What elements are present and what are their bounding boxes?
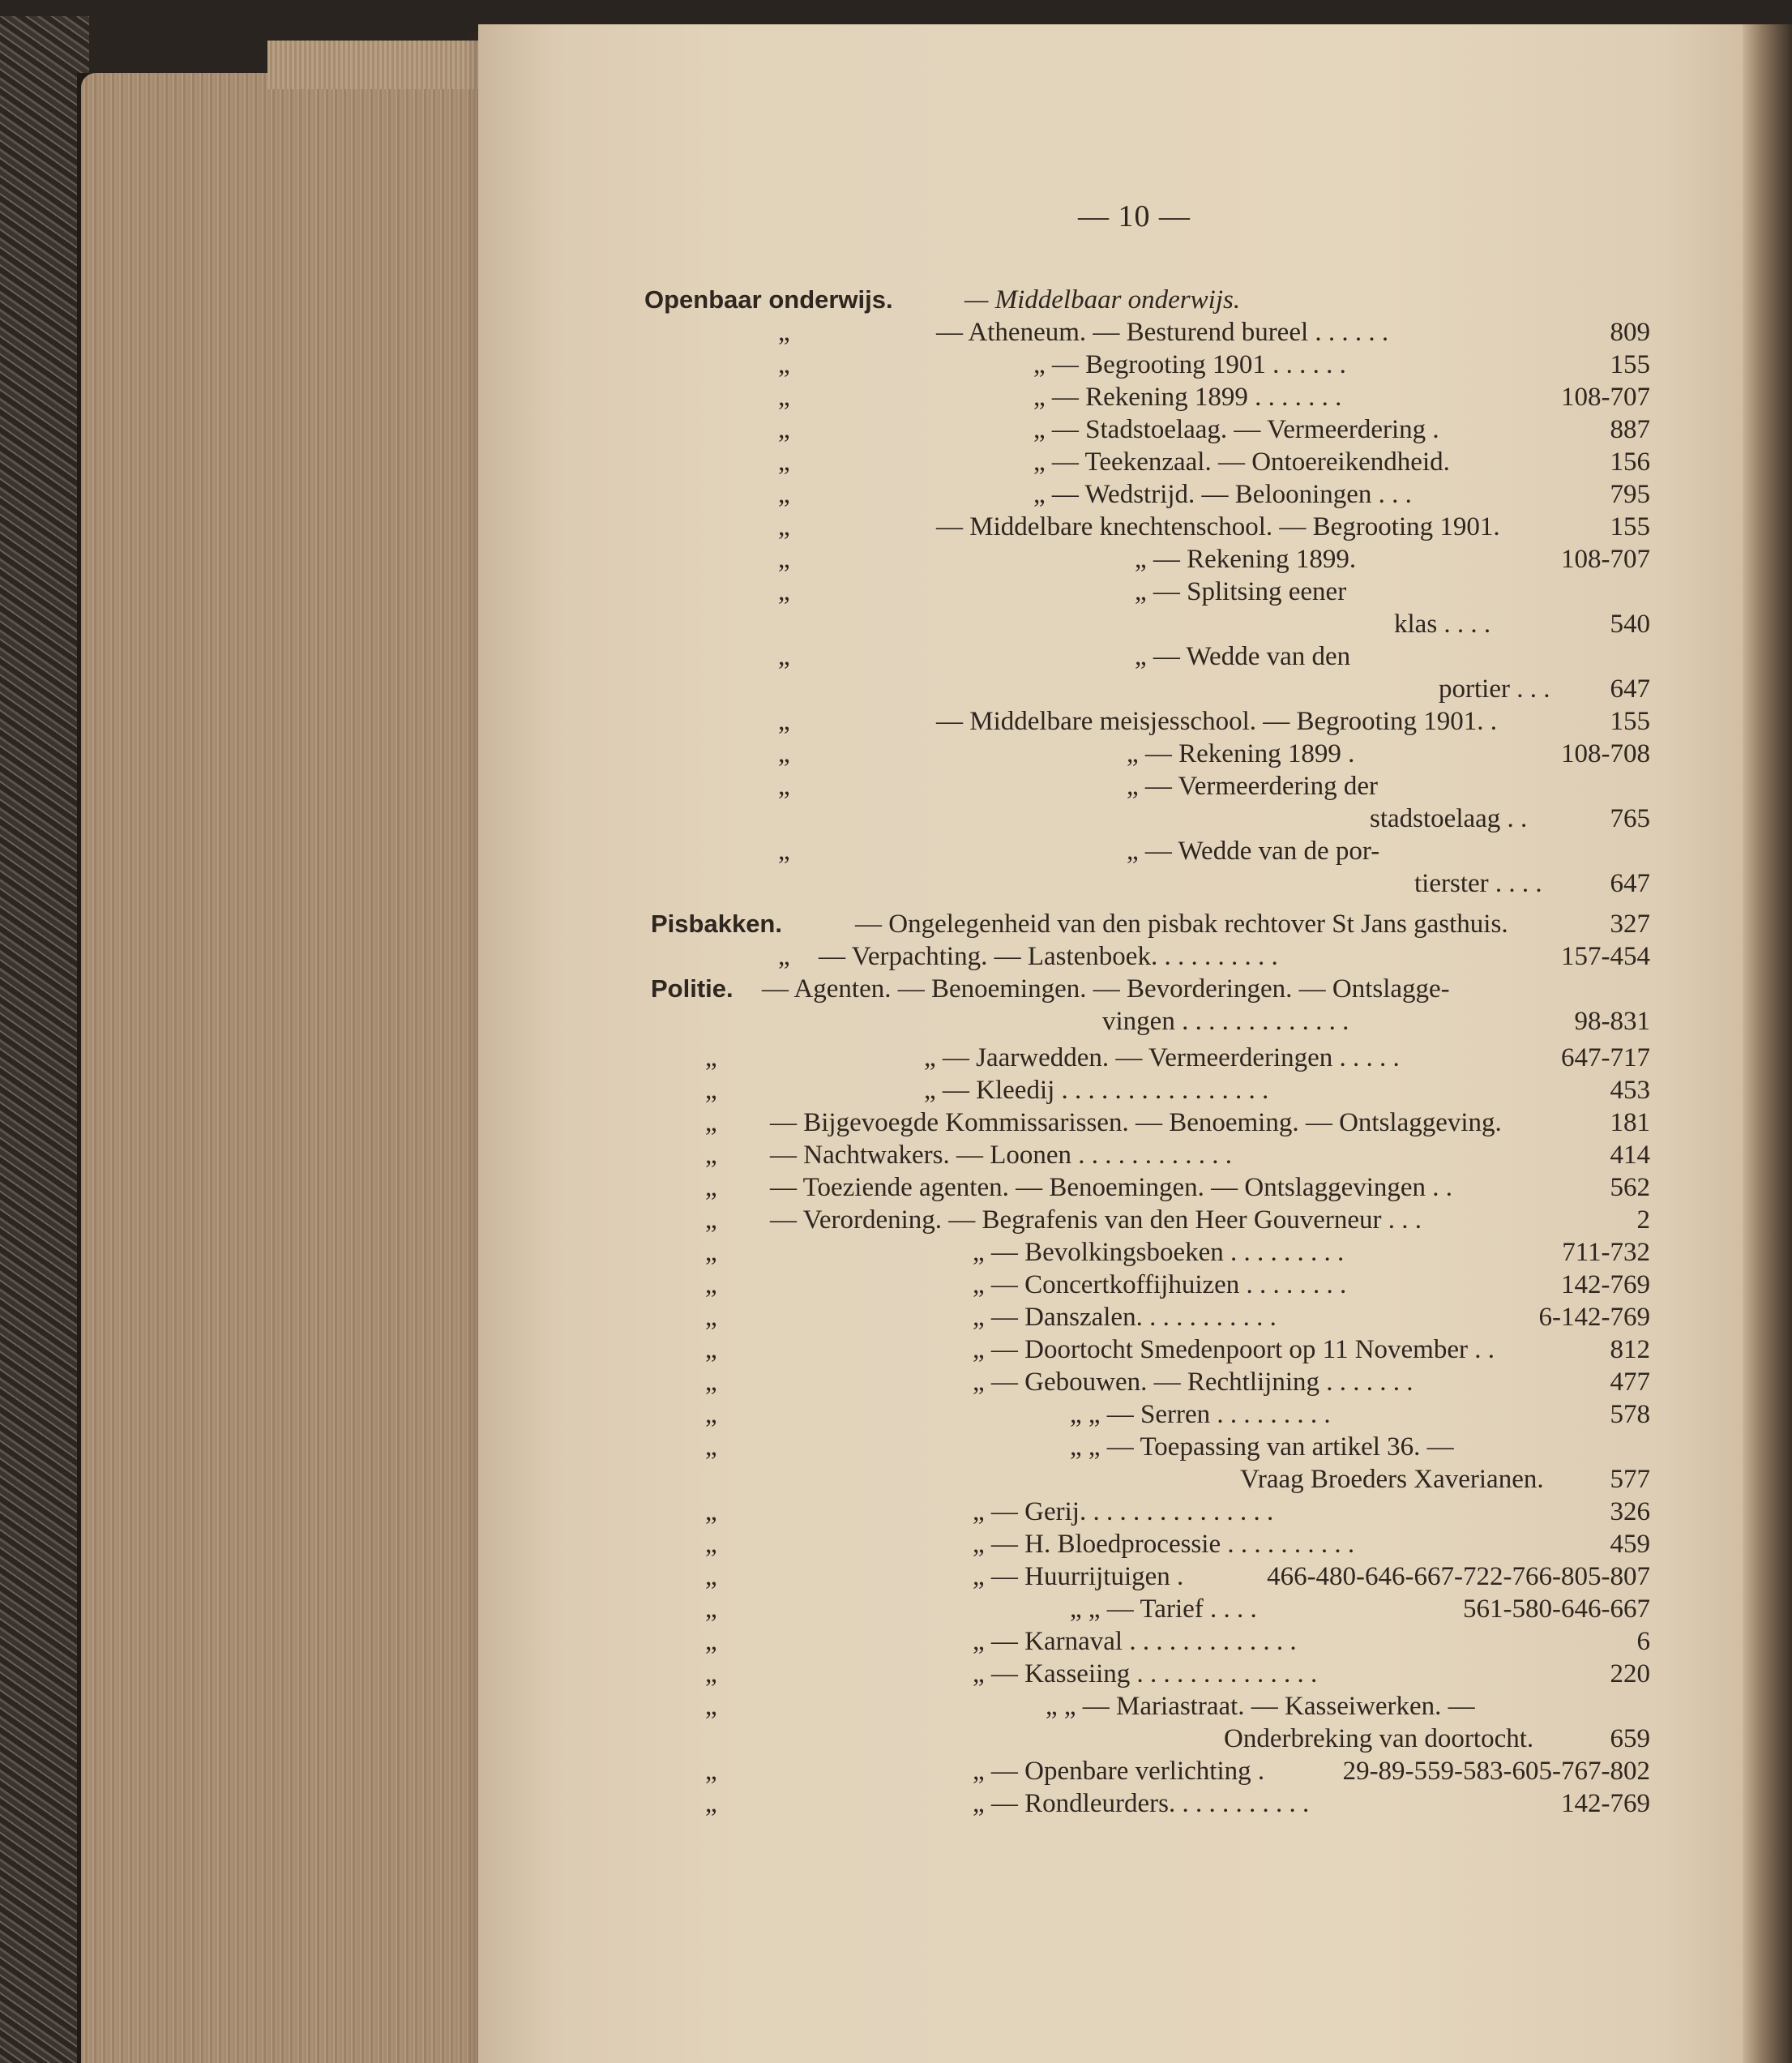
index-entry-text: „ — Wedstrijd. — Belooningen . . . xyxy=(1033,480,1412,509)
index-entry-text: — Toeziende agenten. — Benoemingen. — Ontslaggevingen . . xyxy=(770,1173,1453,1202)
index-entry-text: „ — Kasseiing . . . . . . . . . . . . . . xyxy=(973,1659,1318,1688)
index-entry-text: „ „ — Mariastraat. — Kasseiwerken. — xyxy=(1046,1692,1475,1721)
index-entry-text: „ — Rekening 1899 . xyxy=(1127,739,1355,768)
index-entry-text: „ — Karnaval . . . . . . . . . . . . . xyxy=(973,1627,1297,1656)
index-entry-text: „ — Bevolkingsboeken . . . . . . . . . xyxy=(973,1238,1345,1267)
index-entry-text: — Ongelegenheid van den pisbak rechtover St Jans gasthuis. xyxy=(855,910,1508,939)
page-reference: 142-769 xyxy=(1561,1789,1650,1818)
ditto-mark: „ xyxy=(778,480,790,509)
page-reference: 659 xyxy=(1610,1724,1650,1753)
index-entry-text: „ — Gerij. . . . . . . . . . . . . . . xyxy=(973,1497,1274,1526)
page-reference: 6 xyxy=(1636,1627,1650,1656)
index-entry-text: „ — Kleedij . . . . . . . . . . . . . . . . xyxy=(924,1076,1269,1105)
index-entry-text: „ — Rekening 1899. xyxy=(1135,545,1357,574)
index-entry-text: „ — Jaarwedden. — Vermeerderingen . . . . . xyxy=(924,1043,1400,1072)
page-reference: 540 xyxy=(1610,610,1650,639)
page-reference: 142-769 xyxy=(1561,1270,1650,1299)
ditto-mark: „ xyxy=(705,1367,717,1397)
ditto-mark: „ xyxy=(778,415,790,444)
index-entry-text: Vraag Broeders Xaverianen. xyxy=(1240,1465,1544,1494)
ditto-mark: „ xyxy=(705,1173,717,1202)
index-entry-text: vingen . . . . . . . . . . . . . xyxy=(1102,1007,1349,1036)
index-entry-text: klas . . . . xyxy=(1394,610,1491,639)
ditto-mark: „ xyxy=(778,772,790,801)
index-entry-text: — Agenten. — Benoemingen. — Bevorderingen. — Ontslagge- xyxy=(762,974,1450,1004)
ditto-mark: „ xyxy=(705,1562,717,1591)
page-reference: 809 xyxy=(1610,318,1650,347)
page-reference: 812 xyxy=(1610,1335,1650,1364)
ditto-mark: „ xyxy=(705,1270,717,1299)
ditto-mark: „ xyxy=(705,1659,717,1688)
index-entry-text: — Verordening. — Begrafenis van den Heer Gouverneur . . . xyxy=(770,1205,1422,1235)
ditto-mark: „ xyxy=(778,739,790,768)
index-entry-text: „ — Huurrijtuigen . xyxy=(973,1562,1184,1591)
page-reference: 220 xyxy=(1610,1659,1650,1688)
page-reference: 181 xyxy=(1610,1108,1650,1137)
index-entry-text: — Middelbare knechtenschool. — Begrooting 1901. xyxy=(936,512,1500,541)
ditto-mark: „ xyxy=(778,512,790,541)
ditto-mark: „ xyxy=(705,1789,717,1818)
index-entry-text: — Bijgevoegde Kommissarissen. — Benoeming. — Ontslaggeving. xyxy=(770,1108,1502,1137)
index-entry-text: „ — Gebouwen. — Rechtlijning . . . . . . . xyxy=(973,1367,1413,1397)
page-reference: 459 xyxy=(1610,1530,1650,1559)
page-reference: 477 xyxy=(1610,1367,1650,1397)
ditto-mark: „ xyxy=(778,447,790,477)
page-reference: 795 xyxy=(1610,480,1650,509)
page-reference: 647 xyxy=(1610,674,1650,704)
page-reference: 108-707 xyxy=(1561,383,1650,412)
book-cover xyxy=(0,16,89,2063)
page-reference: 156 xyxy=(1610,447,1650,477)
index-entry-text: „ — Openbare verlichting . xyxy=(973,1757,1265,1786)
ditto-mark: „ xyxy=(705,1303,717,1332)
index-entry-text: „ — Doortocht Smedenpoort op 11 November . . xyxy=(973,1335,1495,1364)
page-reference: 647-717 xyxy=(1561,1043,1650,1072)
page-reference: 453 xyxy=(1610,1076,1650,1105)
page-reference: 155 xyxy=(1610,707,1650,736)
ditto-mark: „ xyxy=(705,1530,717,1559)
index-heading: Politie. xyxy=(651,974,733,1003)
index-heading: Openbaar onderwijs. xyxy=(644,285,893,314)
page-reference: 765 xyxy=(1610,804,1650,833)
index-entry-text: „ — Vermeerdering der xyxy=(1127,772,1379,801)
index-entry-text: „ — Rondleurders. . . . . . . . . . . xyxy=(973,1789,1310,1818)
page-gutter xyxy=(1743,24,1792,2063)
page-reference: 155 xyxy=(1610,512,1650,541)
index-entry-text: „ „ — Toepassing van artikel 36. — xyxy=(1070,1432,1454,1462)
ditto-mark: „ xyxy=(778,707,790,736)
page-stack xyxy=(81,73,503,2063)
index-entry-text: — Middelbaar onderwijs. xyxy=(964,285,1241,315)
ditto-mark: „ xyxy=(705,1497,717,1526)
ditto-mark: „ xyxy=(778,577,790,606)
index-entry-text: „ — Teekenzaal. — Ontoereikendheid. xyxy=(1033,447,1450,477)
page-reference: 647 xyxy=(1610,869,1650,898)
ditto-mark: „ xyxy=(705,1238,717,1267)
ditto-mark: „ xyxy=(705,1141,717,1170)
index-entry-text: „ — Rekening 1899 . . . . . . . xyxy=(1033,383,1342,412)
page-reference: 578 xyxy=(1610,1400,1650,1429)
index-entry-text: Onderbreking van doortocht. xyxy=(1224,1724,1534,1753)
page-reference: 98-831 xyxy=(1574,1007,1650,1036)
ditto-mark: „ xyxy=(778,350,790,379)
ditto-mark: „ xyxy=(705,1043,717,1072)
ditto-mark: „ xyxy=(705,1108,717,1137)
page-reference: 562 xyxy=(1610,1173,1650,1202)
page-number: — 10 — xyxy=(1078,199,1191,233)
ditto-mark: „ xyxy=(705,1205,717,1235)
index-entry-text: „ „ — Tarief . . . . xyxy=(1070,1594,1257,1624)
page-reference: 561-580-646-667 xyxy=(1463,1594,1650,1624)
ditto-mark: „ xyxy=(778,545,790,574)
index-entry-text: stadstoelaag . . xyxy=(1370,804,1528,833)
index-entry-text: „ — Stadstoelaag. — Vermeerdering . xyxy=(1033,415,1439,444)
index-entry-text: „ — Wedde van den xyxy=(1135,642,1351,671)
ditto-mark: „ xyxy=(705,1757,717,1786)
ditto-mark: „ xyxy=(778,318,790,347)
index-entry-text: „ — Wedde van de por- xyxy=(1127,837,1380,866)
page-reference: 887 xyxy=(1610,415,1650,444)
ditto-mark: „ xyxy=(778,642,790,671)
ditto-mark: „ xyxy=(778,383,790,412)
index-entry-text: „ — Splitsing eener xyxy=(1135,577,1347,606)
ditto-mark: „ xyxy=(705,1692,717,1721)
ditto-mark: „ xyxy=(705,1076,717,1105)
index-entry-text: tierster . . . . xyxy=(1414,869,1542,898)
page-reference: 466-480-646-667-722-766-805-807 xyxy=(1267,1562,1650,1591)
ditto-mark: „ xyxy=(778,942,790,971)
page-reference: 155 xyxy=(1610,350,1650,379)
index-entry-text: — Verpachting. — Lastenboek. . . . . . . . . . xyxy=(819,942,1278,971)
index-entry-text: — Nachtwakers. — Loonen . . . . . . . . . . . . xyxy=(770,1141,1233,1170)
ditto-mark: „ xyxy=(705,1335,717,1364)
ditto-mark: „ xyxy=(705,1432,717,1462)
page-reference: 108-708 xyxy=(1561,739,1650,768)
page-reference: 108-707 xyxy=(1561,545,1650,574)
page-reference: 711-732 xyxy=(1562,1238,1650,1267)
index-entry-text: „ — H. Bloedprocessie . . . . . . . . . . xyxy=(973,1530,1355,1559)
index-entry-text: „ „ — Serren . . . . . . . . . xyxy=(1070,1400,1331,1429)
index-heading: Pisbakken. xyxy=(651,910,782,938)
ditto-mark: „ xyxy=(705,1627,717,1656)
page-reference: 326 xyxy=(1610,1497,1650,1526)
page-reference: 2 xyxy=(1636,1205,1650,1235)
ditto-mark: „ xyxy=(705,1400,717,1429)
index-entry-text: — Middelbare meisjesschool. — Begrooting 1901. . xyxy=(936,707,1497,736)
ditto-mark: „ xyxy=(778,837,790,866)
page-reference: 327 xyxy=(1610,910,1650,939)
index-entry-text: — Atheneum. — Besturend bureel . . . . . . xyxy=(936,318,1389,347)
page-reference: 414 xyxy=(1610,1141,1650,1170)
index-entry-text: „ — Concertkoffijhuizen . . . . . . . . xyxy=(973,1270,1347,1299)
page-reference: 577 xyxy=(1610,1465,1650,1494)
page-reference: 6-142-769 xyxy=(1538,1303,1650,1332)
index-entry-text: „ — Begrooting 1901 . . . . . . xyxy=(1033,350,1346,379)
index-entry-text: „ — Danszalen. . . . . . . . . . . xyxy=(973,1303,1277,1332)
page-reference: 29-89-559-583-605-767-802 xyxy=(1342,1757,1650,1786)
index-entry-text: portier . . . xyxy=(1439,674,1550,704)
page-reference: 157-454 xyxy=(1561,942,1650,971)
ditto-mark: „ xyxy=(705,1594,717,1624)
